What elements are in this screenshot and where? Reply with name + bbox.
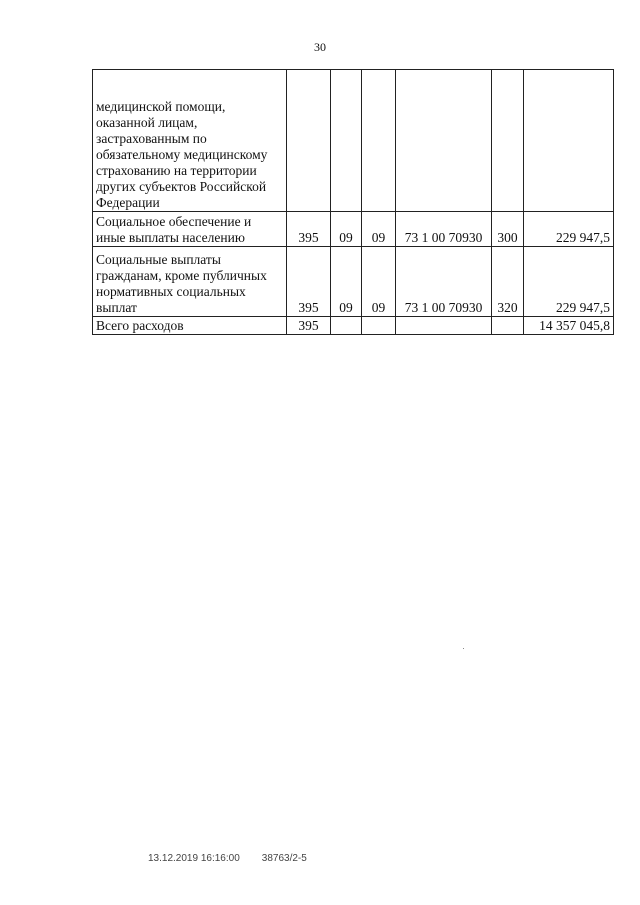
table-row <box>93 247 614 317</box>
page-number: 30 <box>314 40 326 54</box>
row-csr <box>396 317 492 335</box>
row-name: Всего расходов <box>93 317 287 335</box>
row-csr: 73 1 00 70930 <box>396 247 492 317</box>
row-rz: 09 <box>331 247 362 317</box>
row-pr <box>362 70 396 212</box>
row-pr: 09 <box>362 212 396 247</box>
table-row <box>93 212 614 247</box>
row-csr: 73 1 00 70930 <box>396 212 492 247</box>
row-ved: 395 <box>287 212 331 247</box>
footer-doc-id: 38763/2-5 <box>261 853 307 864</box>
row-csr <box>396 70 492 212</box>
row-ved: 395 <box>287 317 331 335</box>
footer-stamp <box>148 853 307 864</box>
row-vr <box>492 317 524 335</box>
row-rz: 09 <box>331 212 362 247</box>
row-sum: 229 947,5 <box>524 247 614 317</box>
row-vr: 320 <box>492 247 524 317</box>
row-pr <box>362 317 396 335</box>
row-sum: 14 357 045,8 <box>524 317 614 335</box>
row-vr: 300 <box>492 212 524 247</box>
row-sum <box>524 70 614 212</box>
budget-table <box>92 69 614 335</box>
row-sum: 229 947,5 <box>524 212 614 247</box>
row-ved <box>287 70 331 212</box>
row-name: Социальные выплаты гражданам, кроме публичных нормативных социальных выплат <box>93 247 287 317</box>
scan-speck <box>463 648 464 649</box>
table-row <box>93 70 614 212</box>
row-name: Социальное обеспечение и иные выплаты населению <box>93 212 287 247</box>
row-vr <box>492 70 524 212</box>
table-row <box>93 317 614 335</box>
footer-datetime: 13.12.2019 16:16:00 <box>148 853 240 864</box>
row-rz <box>331 317 362 335</box>
row-pr: 09 <box>362 247 396 317</box>
row-rz <box>331 70 362 212</box>
row-name: медицинской помощи, оказанной лицам, застрахованным по обязательному медицинскому страхованию на территории других субъектов Российской Федерации <box>93 70 287 212</box>
row-ved: 395 <box>287 247 331 317</box>
